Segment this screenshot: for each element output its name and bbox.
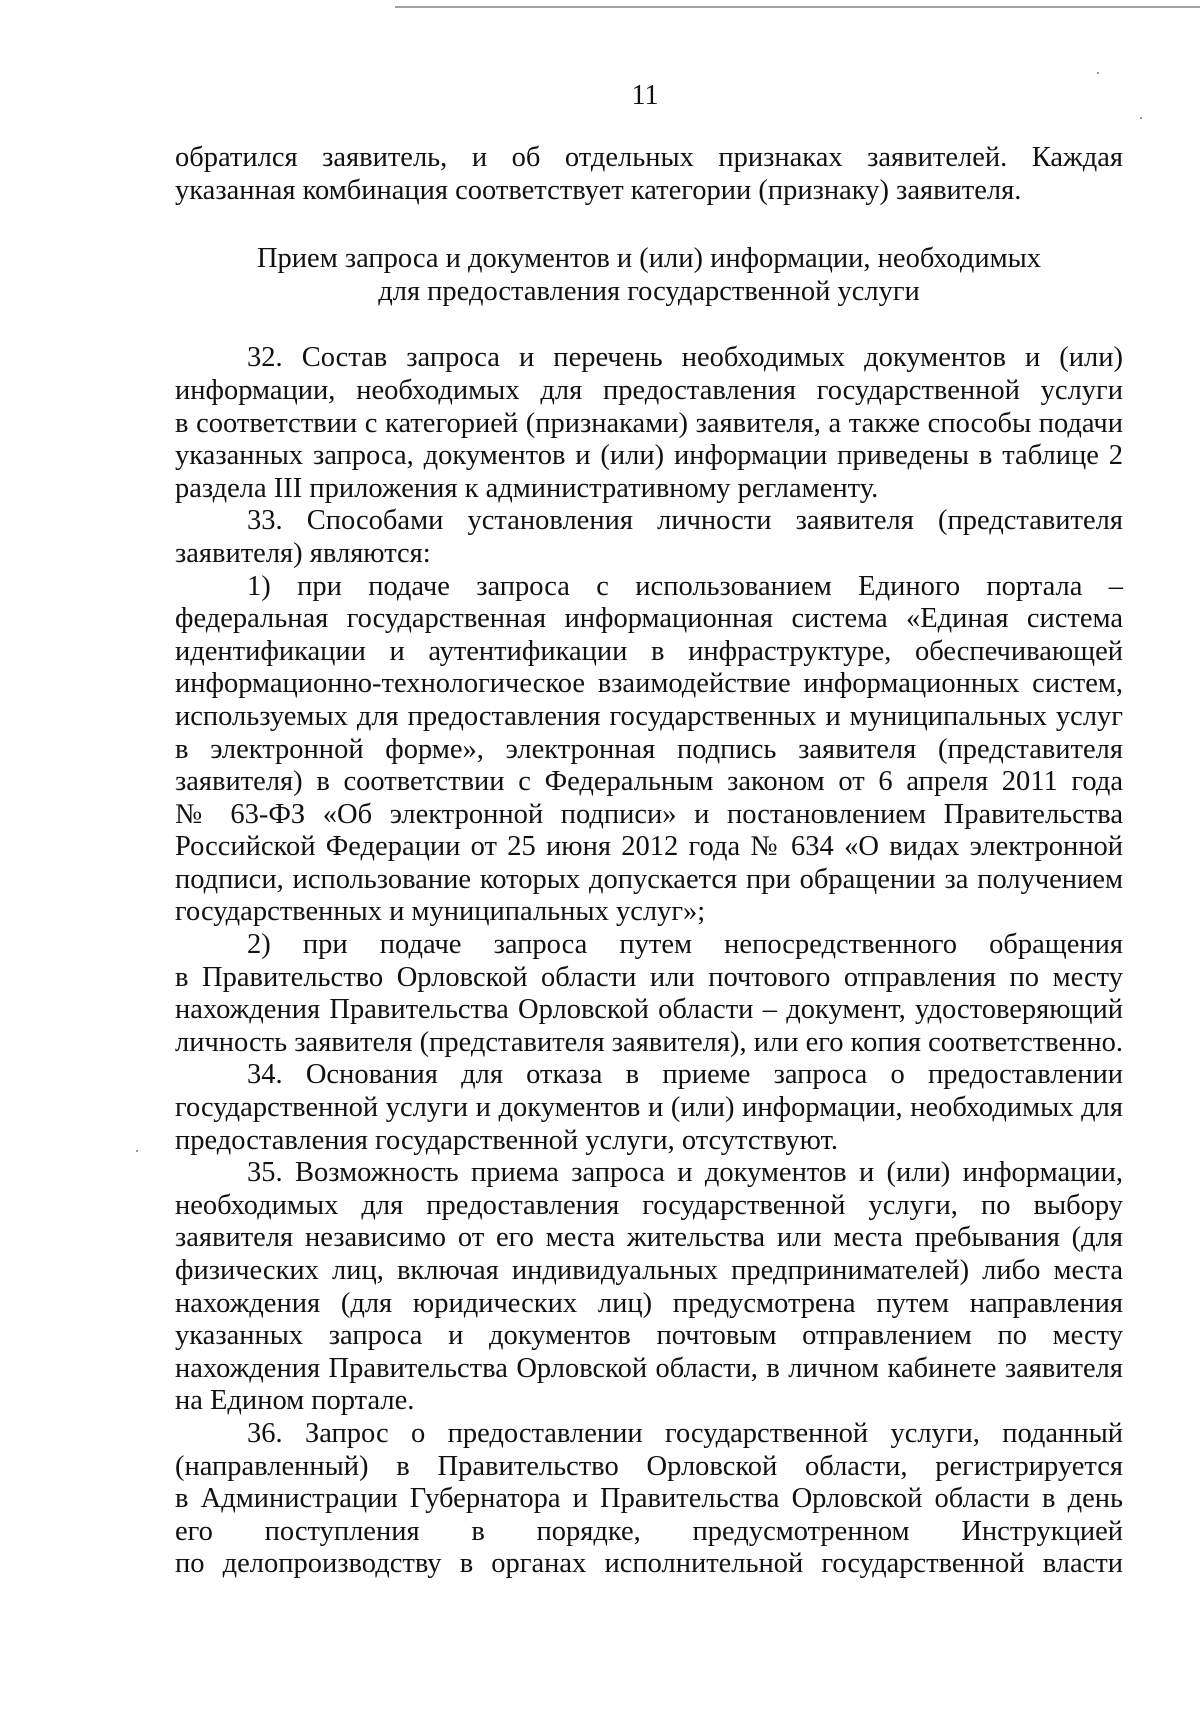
section-heading [175,243,1123,308]
heading-line: Прием запроса и документов и (или) информации, необходимых [256,243,1042,275]
intro-paragraph [175,142,1123,207]
text-line: идентификации и аутентификации в инфраструктуре, обеспечивающей [175,635,1123,667]
text-line: его поступления в порядке, предусмотренном Инструкцией [175,1515,1123,1547]
text-line: в Правительство Орловской области или почтового отправления по месту [175,961,1123,993]
text-line: государственной услуги и документов и (или) информации, необходимых для [175,1092,1123,1124]
page-number: 11 [631,80,659,111]
text-line: федеральная государственная информационная система «Единая система [175,603,1123,635]
scan-top-edge [395,6,1200,8]
scan-speck [1097,72,1099,74]
text-line: на Едином портале. [175,1385,415,1417]
text-line: в электронной форме», электронная подпись заявителя (представителя [175,733,1123,765]
text-line: 2) при подаче запроса путем непосредственного обращения [247,929,1123,961]
paragraph-33-item-2 [175,929,1123,1059]
paragraph-35 [175,1157,1123,1418]
heading-line: для предоставления государственной услуги [378,275,920,307]
text-line: нахождения Правительства Орловской области, в личном кабинете заявителя [175,1352,1123,1384]
text-line: указанных запроса, документов и (или) информации приведены в таблице 2 [175,440,1123,472]
text-line: 1) при подаче запроса с использованием Единого портала – [247,570,1123,602]
text-line: физических лиц, включая индивидуальных предпринимателей) либо места [175,1255,1123,1286]
text-line: информации, необходимых для предоставления государственной услуги [175,374,1123,406]
paragraph-36 [175,1418,1123,1581]
paragraph-32 [175,342,1123,505]
text-line: по делопроизводству в органах исполнительной государственной власти [175,1548,1123,1580]
text-line: указанных запроса и документов почтовым отправлением по месту [175,1320,1123,1352]
text-line: нахождения Правительства Орловской области – документ, удостоверяющий [175,994,1123,1026]
scan-speck [1140,117,1142,119]
text-line: используемых для предоставления государственных и муниципальных услуг [175,700,1123,732]
text-line: в Администрации Губернатора и Правительства Орловской области в день [175,1483,1123,1515]
text-line: заявителя) являются: [175,537,431,569]
text-line: № 63-ФЗ «Об электронной подписи» и постановлением Правительства [175,798,1123,830]
text-line: заявителя) в соответствии с Федеральным законом от 6 апреля 2011 года [175,766,1123,798]
text-line: обратился заявитель, и об отдельных признаках заявителей. Каждая [175,142,1123,173]
paragraph-33 [175,505,1123,570]
scan-speck [136,1150,138,1152]
text-line: информационно-технологическое взаимодействие информационных систем, [175,668,1123,700]
text-line: нахождения (для юридических лиц) предусмотрена путем направления [175,1287,1123,1319]
text-line: указанная комбинация соответствует категории (признаку) заявителя. [175,174,1022,206]
text-line: необходимых для предоставления государственной услуги, по выбору [175,1189,1123,1221]
text-line: 34. Основания для отказа в приеме запроса о предоставлении [247,1059,1123,1091]
text-line: Российской Федерации от 25 июня 2012 года № 634 «О видах электронной [175,831,1123,863]
text-line: личность заявителя (представителя заявителя), или его копия соответственно. [175,1026,1123,1058]
text-line: раздела III приложения к административному регламенту. [175,472,879,504]
paragraph-34 [175,1059,1123,1157]
text-line: 35. Возможность приема запроса и документов и (или) информации, [247,1157,1123,1189]
text-line: государственных и муниципальных услуг»; [175,896,706,928]
text-line: подписи, использование которых допускается при обращении за получением [175,863,1123,895]
text-line: в соответствии с категорией (признаками) заявителя, а также способы подачи [175,407,1123,439]
text-line: 33. Способами установления личности заявителя (представителя [247,505,1123,537]
document-body [175,142,1123,1581]
text-line: (направленный) в Правительство Орловской области, регистрируется [175,1450,1123,1482]
text-line: предоставления государственной услуги, отсутствуют. [175,1124,839,1156]
text-line: заявителя независимо от его места жительства или места пребывания (для [175,1222,1123,1254]
paragraph-33-item-1 [175,571,1123,930]
text-line: 36. Запрос о предоставлении государственной услуги, поданный [247,1417,1123,1449]
text-line: 32. Состав запроса и перечень необходимых документов и (или) [247,342,1123,374]
